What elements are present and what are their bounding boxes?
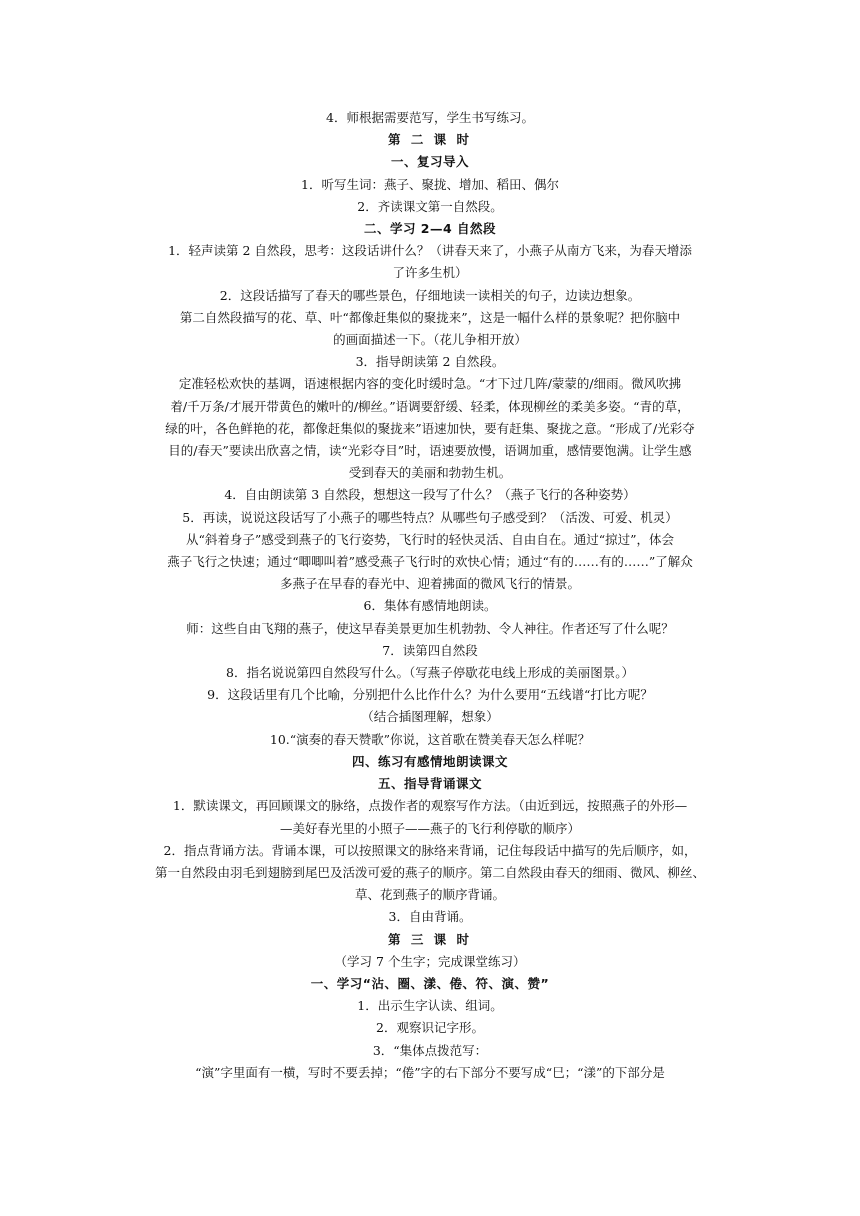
text-line: 2．齐读课文第一自然段。 <box>357 198 503 214</box>
text-line: 4．自由朗读第 3 自然段，想想这一段写了什么？（燕子飞行的各种姿势） <box>224 487 636 503</box>
text-line: 师：这些自由飞翔的燕子，使这早春美景更加生机勃勃、令人神往。作者还写了什么呢？ <box>186 620 674 636</box>
text-line: 1．轻声读第 2 自然段，思考：这段话讲什么？（讲春天来了，小燕子从南方飞来，为春天增添 <box>168 243 692 259</box>
text-line: 定准轻松欢快的基调，语速根据内容的变化时缓时急。“才下过几阵/蒙蒙的/细雨。微风吹拂 <box>178 376 682 392</box>
text-line: 第一自然段由羽毛到翅膀到尾巴及活泼可爱的燕子的顺序。第二自然段由春天的细雨、微风、柳丝、 <box>154 864 705 880</box>
text-line: 1．出示生字认读、组词。 <box>357 998 503 1014</box>
text-line: 2．观察识记字形。 <box>376 1020 484 1036</box>
text-line: 1．默读课文，再回顾课文的脉络，点拨作者的观察写作方法。（由近到远，按照燕子的外形— <box>172 798 688 814</box>
section-heading: 二、学习 2—4 自然段 <box>363 221 497 237</box>
text-line: 3．“集体点拨范写： <box>372 1042 488 1058</box>
section-heading: 四、练习有感情地朗读课文 <box>351 753 508 769</box>
document-page <box>140 107 720 1084</box>
text-line: 9．这段话里有几个比喻，分别把什么比作什么？为什么要用“五线谱“打比方呢？ <box>207 687 653 703</box>
text-line: 了许多生机） <box>392 265 468 281</box>
text-line: （学习 7 个生字；完成课堂练习） <box>334 953 526 969</box>
text-line: 目的/春天”要读出欣喜之情，读“光彩夺目”时，语速要放慢，语调加重，感情要饱满。让学生感 <box>168 443 692 459</box>
text-line: 燕子飞行之快速；通过“唧唧叫着”感受燕子飞行时的欢快心情；通过“有的……有的……”了解众 <box>167 554 693 570</box>
text-line: 7．读第四自然段 <box>382 642 478 658</box>
text-line: 1．听写生词：燕子、聚拢、增加、稻田、偶尔 <box>301 176 559 192</box>
text-line: 多燕子在早春的春光中、迎着拂面的微风飞行的情景。 <box>279 576 580 592</box>
text-line: 4．师根据需要范写，学生书写练习。 <box>326 110 534 125</box>
text-line: 5．再读，说说这段话写了小燕子的哪些特点？从哪些句子感受到？（活泼、可爱、机灵） <box>182 509 678 525</box>
section-heading: 五、指导背诵课文 <box>377 776 482 792</box>
section-heading: 一、复习导入 <box>390 154 469 170</box>
text-line: 草、花到燕子的顺序背诵。 <box>354 887 505 903</box>
lesson-heading: 第 三 课 时 <box>387 931 473 947</box>
text-line: 的画面描述一下。（花儿争相开放） <box>333 332 527 348</box>
text-line: 3．自由背诵。 <box>388 909 472 925</box>
text-line: （结合插图理解，想象） <box>361 709 499 725</box>
text-line: 受到春天的美丽和勃勃生机。 <box>348 465 512 481</box>
text-line: 2．指点背诵方法。背诵本课，可以按照课文的脉络来背诵，记住每段话中描写的先后顺序，如， <box>163 842 697 858</box>
section-heading: 一、学习“沾、圈、漾、倦、符、演、赞” <box>310 975 550 991</box>
text-line: 6．集体有感情地朗读。 <box>363 598 497 614</box>
text-line: 绿的叶，各色鲜艳的花，都像赶集似的聚拢来”语速加快，要有赶集、聚拢之意。“形成了/光彩夺 <box>165 420 695 436</box>
text-line: 8．指名说说第四自然段写什么。（写燕子停歇花电线上形成的美丽图景。） <box>226 665 634 681</box>
text-line: 2．这段话描写了春天的哪些景色，仔细地读一读相关的句子，边读边想象。 <box>219 287 641 303</box>
text-line: —美好春光里的小照子——燕子的飞行利停歇的顺序） <box>279 820 580 836</box>
text-line: 从“斜着身子”感受到燕子的飞行姿势，飞行时的轻快灵活、自由自在。通过“掠过”，体会 <box>185 531 675 547</box>
lesson-heading: 第 二 课 时 <box>387 132 473 148</box>
text-line: “演”字里面有一横，写时不要丢掉；“倦”字的右下部分不要写成“巳；“漾”的下部分是 <box>195 1064 665 1080</box>
text-line: 10.“演奏的春天赞歌”你说，这首歌在赞美春天怎么样呢？ <box>269 731 591 747</box>
text-line: 3．指导朗读第 2 自然段。 <box>355 354 505 370</box>
text-line: 着/千万条/才展开带黄色的嫩叶的/柳丝。”语调要舒缓、轻柔，体现柳丝的柔美多姿。“青的草， <box>170 398 690 414</box>
text-line: 第二自然段描写的花、草、叶“都像赶集似的聚拢来”，这是一幅什么样的景象呢？把你脑中 <box>179 309 681 325</box>
